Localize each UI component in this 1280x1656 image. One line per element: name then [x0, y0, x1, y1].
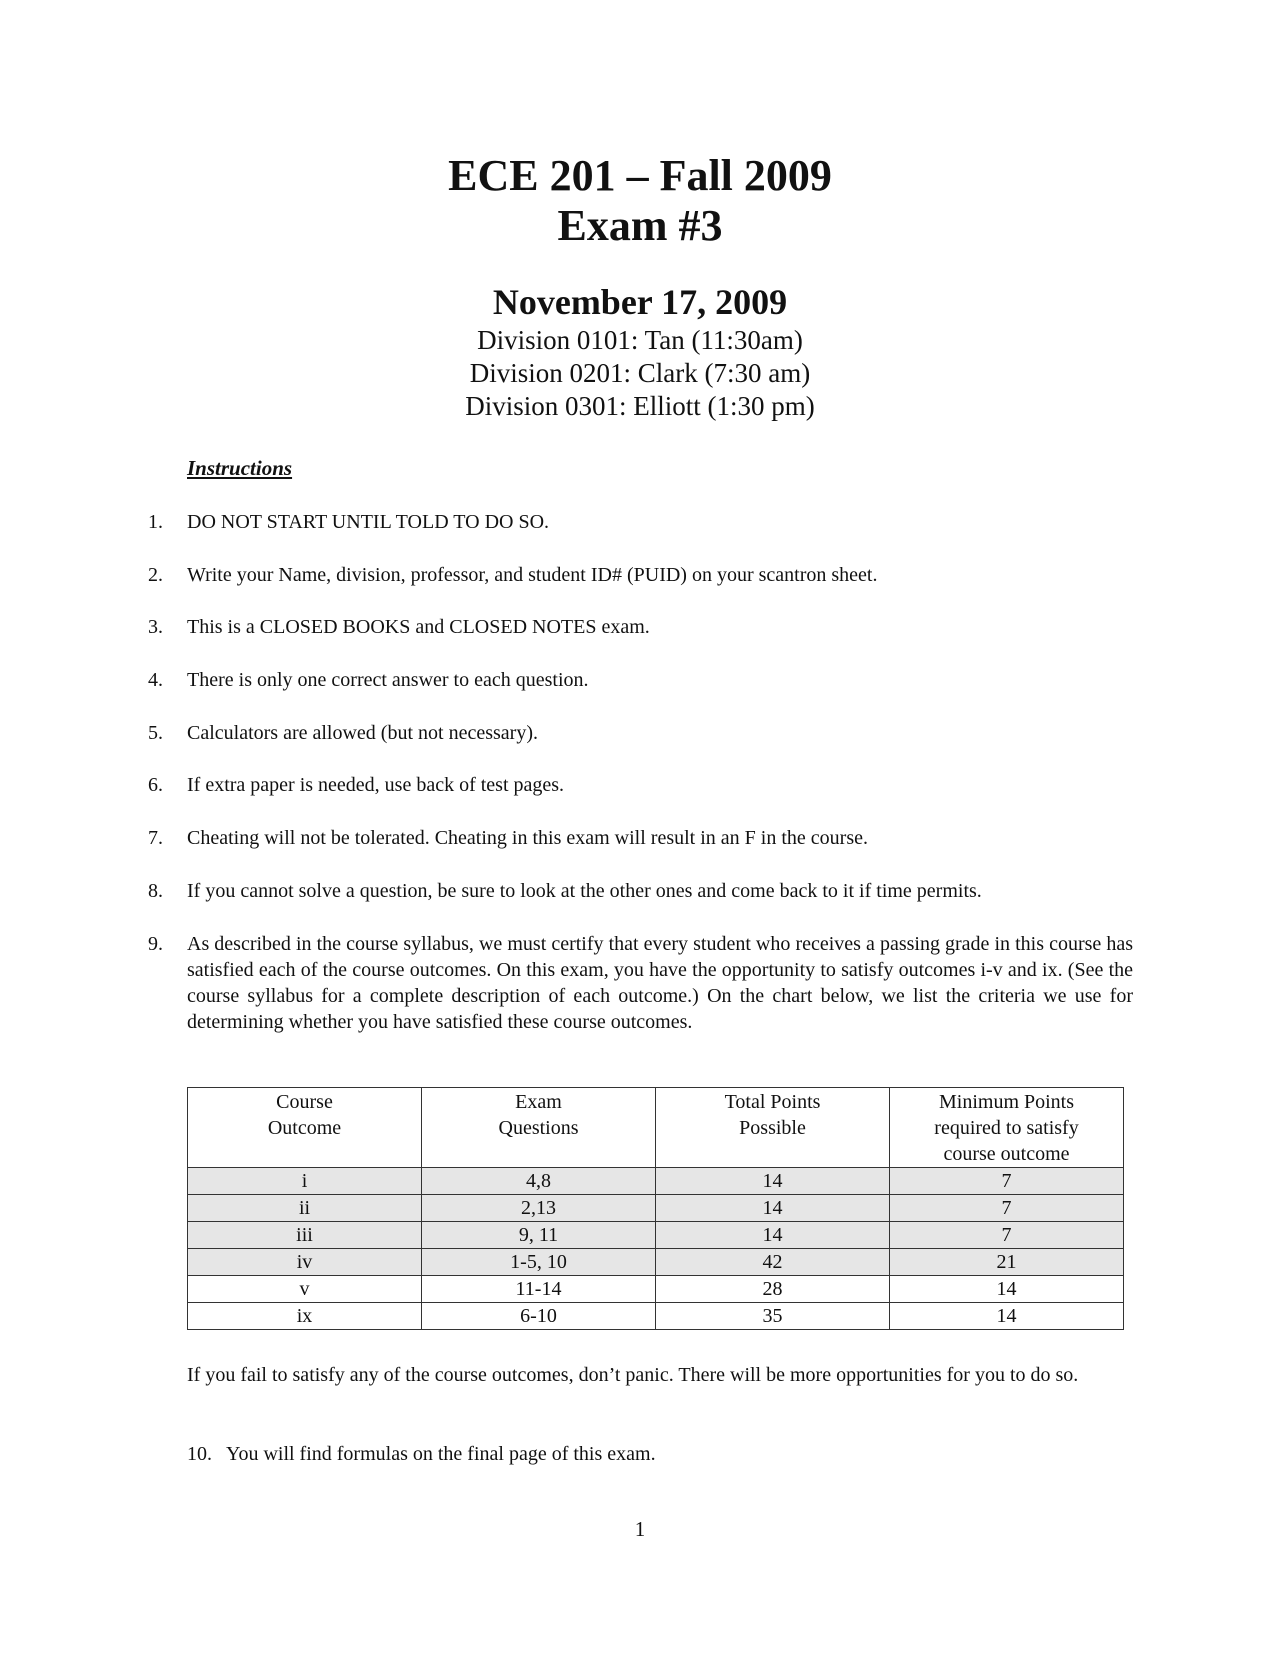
cell-total: 42 — [656, 1249, 890, 1276]
item-number: 10. — [187, 1443, 212, 1465]
division-line: Division 0201: Clark (7:30 am) — [469, 358, 811, 388]
cell-questions: 1-5, 10 — [422, 1249, 656, 1276]
header-line: course outcome — [943, 1143, 1070, 1165]
cell-outcome: v — [188, 1276, 422, 1303]
table-row — [188, 1249, 1124, 1276]
outcomes-note: If you fail to satisfy any of the course outcomes, don’t panic. There will be more opportunities for you to do so. — [187, 1364, 1079, 1386]
item-number: 8. — [148, 880, 163, 902]
item-text: Cheating will not be tolerated. Cheating in this exam will result in an F in the course. — [187, 827, 868, 849]
exam-date: November 17, 2009 — [492, 282, 788, 322]
item-text: Write your Name, division, professor, and student ID# (PUID) on your scantron sheet. — [187, 564, 878, 586]
item-text: Calculators are allowed (but not necessary). — [187, 722, 538, 744]
cell-outcome: ix — [188, 1303, 422, 1330]
cell-total: 14 — [656, 1168, 890, 1195]
header-line: Course — [276, 1091, 333, 1113]
division-line: Division 0101: Tan (11:30am) — [477, 325, 803, 355]
instruction-item — [148, 667, 1133, 693]
table-row — [188, 1276, 1124, 1303]
cell-minimum: 14 — [890, 1303, 1124, 1330]
header-line: Outcome — [267, 1117, 342, 1139]
page-number: 1 — [634, 1517, 646, 1541]
course-title: ECE 201 – Fall 2009 — [448, 151, 832, 200]
cell-minimum: 7 — [890, 1222, 1124, 1249]
cell-total: 14 — [656, 1222, 890, 1249]
item-text: DO NOT START UNTIL TOLD TO DO SO. — [187, 511, 550, 533]
instruction-item — [148, 931, 1133, 1035]
cell-outcome: i — [188, 1168, 422, 1195]
item-text: As described in the course syllabus, we must certify that every student who receives a passing grade in this course has satisfied each of the course outcomes. On this exam, you have the opportunity to satisfy outcomes i-v and ix. (See the course syllabus for a complete description of each outcome.) On the chart below, we list the criteria we use for determining whether you have satisfied these course outcomes. — [187, 933, 1133, 1033]
item-text: There is only one correct answer to each question. — [187, 669, 589, 691]
cell-outcome: iv — [188, 1249, 422, 1276]
outcomes-table — [187, 1087, 1124, 1330]
instruction-item — [148, 614, 1133, 640]
header-course-outcome — [188, 1088, 422, 1168]
instruction-item — [187, 1441, 1133, 1467]
item-number: 9. — [148, 933, 163, 955]
cell-outcome: ii — [188, 1195, 422, 1222]
table-row — [188, 1168, 1124, 1195]
header-exam-questions — [422, 1088, 656, 1168]
division-line: Division 0301: Elliott (1:30 pm) — [465, 391, 815, 421]
header-line: required to satisfy — [934, 1117, 1079, 1139]
cell-outcome: iii — [188, 1222, 422, 1249]
cell-questions: 4,8 — [422, 1168, 656, 1195]
table-row — [188, 1303, 1124, 1330]
item-number: 7. — [148, 827, 163, 849]
header-line: Minimum Points — [938, 1091, 1075, 1113]
item-text: If you cannot solve a question, be sure to look at the other ones and come back to it if time permits. — [187, 880, 982, 902]
header-minimum-points — [890, 1088, 1124, 1168]
cell-total: 28 — [656, 1276, 890, 1303]
cell-questions: 2,13 — [422, 1195, 656, 1222]
instructions-heading: Instructions — [187, 456, 293, 480]
item-text: You will find formulas on the final page of this exam. — [226, 1443, 656, 1465]
cell-minimum: 14 — [890, 1276, 1124, 1303]
table-row — [188, 1195, 1124, 1222]
item-text: This is a CLOSED BOOKS and CLOSED NOTES exam. — [187, 616, 650, 638]
cell-minimum: 21 — [890, 1249, 1124, 1276]
instruction-item — [148, 509, 1133, 535]
item-number: 6. — [148, 774, 163, 796]
cell-total: 35 — [656, 1303, 890, 1330]
item-number: 3. — [148, 616, 163, 638]
cell-minimum: 7 — [890, 1195, 1124, 1222]
instruction-item — [148, 720, 1133, 746]
header-line: Exam — [515, 1091, 562, 1113]
instruction-item — [148, 878, 1133, 904]
item-number: 2. — [148, 564, 163, 586]
instruction-item — [148, 562, 1133, 588]
item-number: 1. — [148, 511, 163, 533]
header-line: Total Points — [724, 1091, 821, 1113]
table-row — [188, 1222, 1124, 1249]
header-total-points — [656, 1088, 890, 1168]
cell-questions: 6-10 — [422, 1303, 656, 1330]
header-line: Possible — [739, 1117, 806, 1139]
instruction-item — [148, 772, 1133, 798]
item-text: If extra paper is needed, use back of test pages. — [187, 774, 565, 796]
table-header-row — [188, 1088, 1124, 1168]
cell-questions: 11-14 — [422, 1276, 656, 1303]
cell-total: 14 — [656, 1195, 890, 1222]
cell-questions: 9, 11 — [422, 1222, 656, 1249]
exam-title: Exam #3 — [557, 201, 723, 250]
cell-minimum: 7 — [890, 1168, 1124, 1195]
item-number: 5. — [148, 722, 163, 744]
instruction-item — [148, 825, 1133, 851]
item-number: 4. — [148, 669, 163, 691]
header-line: Questions — [498, 1117, 579, 1139]
